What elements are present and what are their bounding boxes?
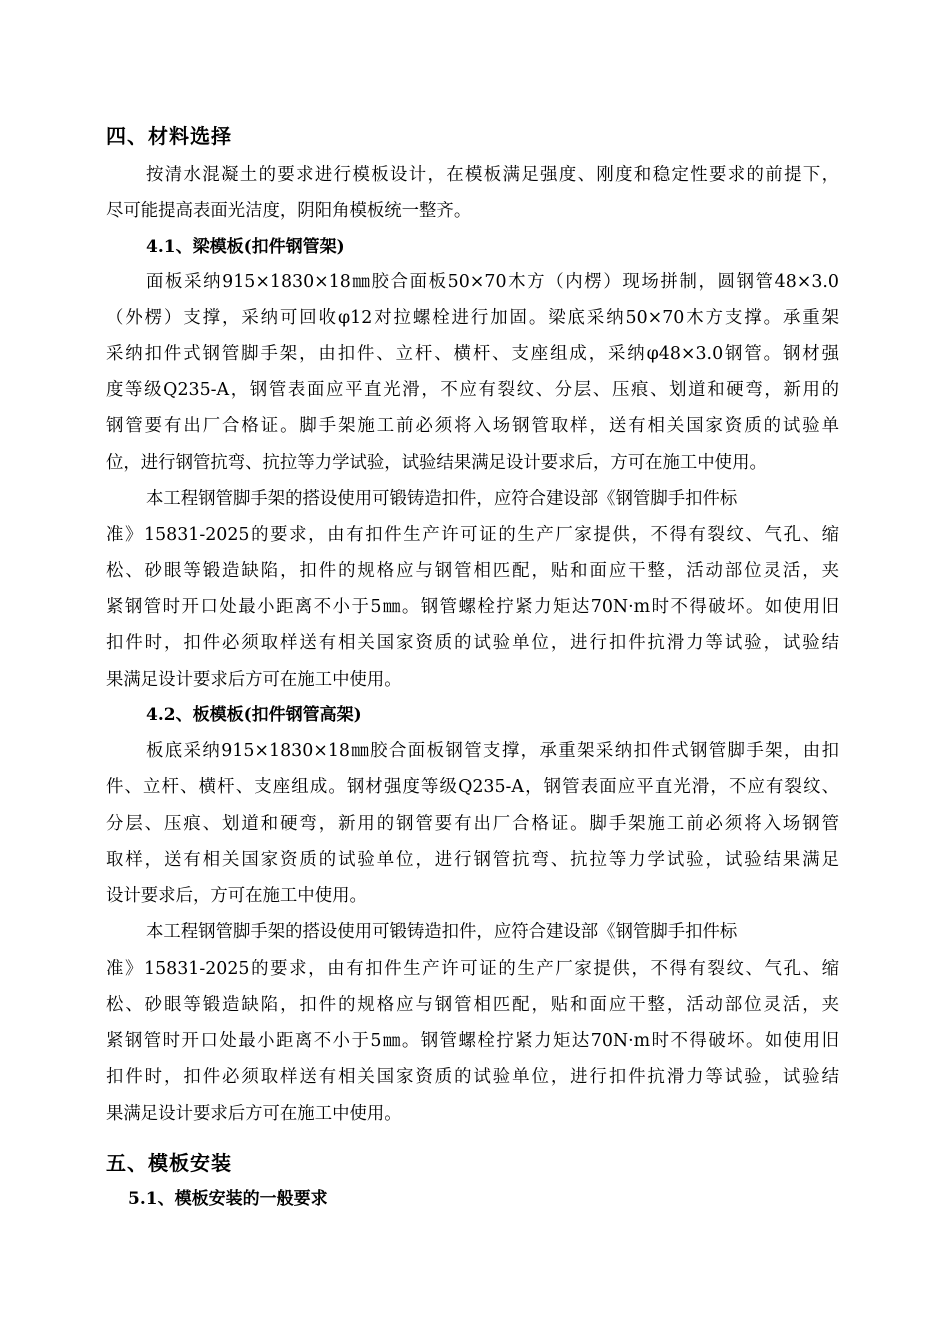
paragraph-line: 位，进行钢管抗弯、抗拉等力学试验，试验结果满足设计要求后，方可在施工中使用。	[106, 453, 767, 473]
paragraph-line: （外楞）支撑，采纳可回收φ12对拉螺栓进行加固。梁底采纳50×70木方支撑。承重架	[106, 308, 839, 328]
paragraph-line: 准》15831-2025的要求，由有扣件生产许可证的生产厂家提供，不得有裂纹、气孔、缩	[106, 959, 839, 979]
paragraph-line: 扣件时，扣件必须取样送有相关国家资质的试验单位，进行扣件抗滑力等试验，试验结	[106, 1067, 839, 1087]
paragraph-line: 设计要求后，方可在施工中使用。	[106, 886, 367, 906]
subsection-heading: 4.1、梁模板(扣件钢管架)	[146, 237, 345, 257]
paragraph-line: 果满足设计要求后方可在施工中使用。	[106, 1104, 402, 1124]
paragraph-line: 松、砂眼等锻造缺陷，扣件的规格应与钢管相匹配，贴和面应干整，活动部位灵活，夹	[106, 995, 839, 1015]
subsection-heading: 5.1、模板安装的一般要求	[128, 1189, 328, 1209]
paragraph-line: 紧钢管时开口处最小距离不小于5㎜。钢管螺栓拧紧力矩达70N·m时不得破坏。如使用旧	[106, 1031, 839, 1051]
paragraph-line: 果满足设计要求后方可在施工中使用。	[106, 670, 402, 690]
paragraph-line: 紧钢管时开口处最小距离不小于5㎜。钢管螺栓拧紧力矩达70N·m时不得破坏。如使用旧	[106, 597, 839, 617]
paragraph-line: 取样，送有相关国家资质的试验单位，进行钢管抗弯、抗拉等力学试验，试验结果满足	[106, 850, 839, 870]
paragraph-line: 尽可能提高表面光洁度，阴阳角模板统一整齐。	[106, 201, 472, 221]
paragraph-line: 分层、压痕、划道和硬弯，新用的钢管要有出厂合格证。脚手架施工前必须将入场钢管	[106, 814, 839, 834]
paragraph-line: 面板采纳915×1830×18㎜胶合面板50×70木方（内楞）现场拼制，圆钢管48×3.0	[146, 272, 839, 292]
paragraph-line: 本工程钢管脚手架的搭设使用可锻铸造扣件，应符合建设部《钢管脚手扣件标	[146, 922, 738, 942]
section-heading: 四、材料选择	[106, 124, 232, 148]
paragraph-line: 件、立杆、横杆、支座组成。钢材强度等级Q235-A，钢管表面应平直光滑，不应有裂纹、	[106, 777, 839, 797]
subsection-heading: 4.2、板模板(扣件钢管高架)	[146, 705, 362, 725]
paragraph-line: 度等级Q235-A，钢管表面应平直光滑，不应有裂纹、分层、压痕、划道和硬弯，新用的	[106, 380, 839, 400]
paragraph-line: 板底采纳915×1830×18㎜胶合面板钢管支撑，承重架采纳扣件式钢管脚手架，由扣	[146, 741, 839, 761]
paragraph-line: 按清水混凝土的要求进行模板设计，在模板满足强度、刚度和稳定性要求的前提下，	[146, 165, 839, 185]
paragraph-line: 松、砂眼等锻造缺陷，扣件的规格应与钢管相匹配，贴和面应干整，活动部位灵活，夹	[106, 561, 839, 581]
paragraph-line: 钢管要有出厂合格证。脚手架施工前必须将入场钢管取样，送有相关国家资质的试验单	[106, 416, 839, 436]
paragraph-line: 准》15831-2025的要求，由有扣件生产许可证的生产厂家提供，不得有裂纹、气孔、缩	[106, 525, 839, 545]
paragraph-line: 采纳扣件式钢管脚手架，由扣件、立杆、横杆、支座组成，采纳φ48×3.0钢管。钢材强	[106, 344, 839, 364]
paragraph-line: 本工程钢管脚手架的搭设使用可锻铸造扣件，应符合建设部《钢管脚手扣件标	[146, 489, 738, 509]
paragraph-line: 扣件时，扣件必须取样送有相关国家资质的试验单位，进行扣件抗滑力等试验，试验结	[106, 633, 839, 653]
section-heading: 五、模板安装	[106, 1151, 232, 1175]
